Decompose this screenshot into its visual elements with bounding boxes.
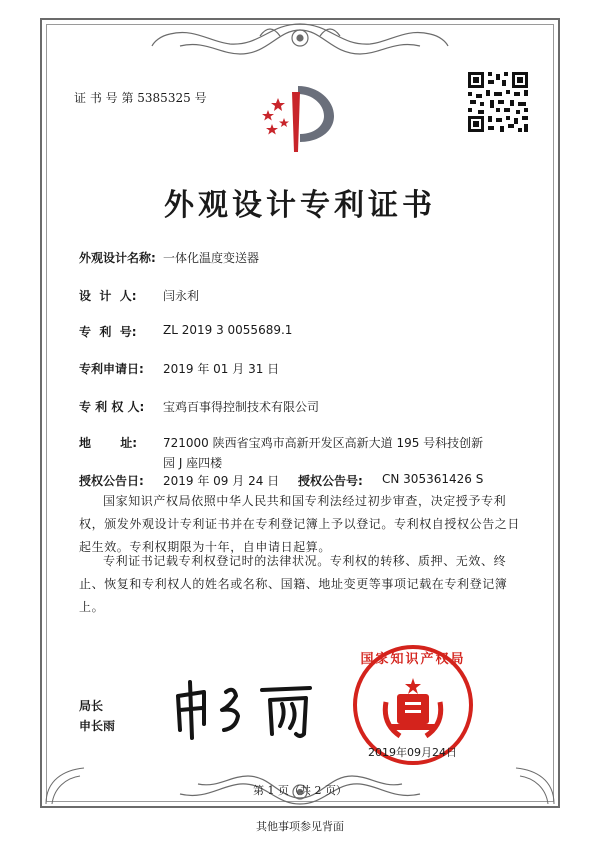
- address-line-1: 721000 陕西省宝鸡市高新开发区高新大道 195 号科技创新: [163, 436, 484, 450]
- qr-code: [466, 70, 530, 134]
- top-ornament: [150, 16, 450, 62]
- cert-no-label: 证 书 号 第: [74, 91, 134, 105]
- address-line-2: 园 J 座四楼: [163, 456, 223, 470]
- seal-date: 2019年09月24日: [368, 746, 457, 759]
- filing-date-value: 2019 年 01 月 31 日: [163, 362, 280, 376]
- designer-label: 设 计 人:: [79, 289, 137, 303]
- director-title: 局长: [79, 699, 104, 713]
- cnipa-logo: [256, 82, 340, 154]
- announce-date-value: 2019 年 09 月 24 日: [163, 474, 280, 488]
- filing-date-label: 专利申请日:: [79, 362, 144, 376]
- page-number: 第 1 页（共 2 页）: [253, 784, 347, 797]
- director-name: 申长雨: [79, 719, 116, 733]
- cert-no-value: 5385325: [137, 91, 191, 105]
- patent-number-label: 专 利 号:: [79, 325, 137, 339]
- director-signature: [170, 678, 330, 742]
- back-note: 其他事项参见背面: [256, 820, 344, 833]
- seal-text: 国家知识产权局: [360, 652, 466, 667]
- legal-status-paragraph: 专利证书记载专利权登记时的法律状况。专利权的转移、质押、无效、终止、恢复和专利权人的姓名或名称、国籍、地址变更等事项记载在专利登记簿上。: [79, 554, 508, 614]
- grant-paragraph: 国家知识产权局依照中华人民共和国专利法经过初步审查，决定授予专利权，颁发外观设计专利证书并在专利登记簿上予以登记。专利权自授权公告之日起生效。专利权期限为十年，自申请日起算。: [79, 494, 521, 554]
- patentee-value: 宝鸡百事得控制技术有限公司: [163, 400, 320, 414]
- announce-date-label: 授权公告日:: [79, 474, 144, 488]
- announce-number-label: 授权公告号:: [298, 474, 363, 488]
- design-name-label: 外观设计名称:: [79, 251, 156, 265]
- certificate-title: 外观设计专利证书: [164, 188, 436, 223]
- announce-number-value: CN 305361426 S: [382, 472, 484, 486]
- cert-no-suffix: 号: [194, 91, 207, 105]
- patent-number-value: ZL 2019 3 0055689.1: [163, 323, 293, 337]
- patentee-label: 专 利 权 人:: [79, 400, 145, 414]
- certificate-number: [74, 89, 207, 106]
- design-name-value: 一体化温度变送器: [163, 251, 260, 265]
- address-label: 地 址:: [79, 436, 138, 450]
- designer-value: 闫永利: [163, 289, 200, 303]
